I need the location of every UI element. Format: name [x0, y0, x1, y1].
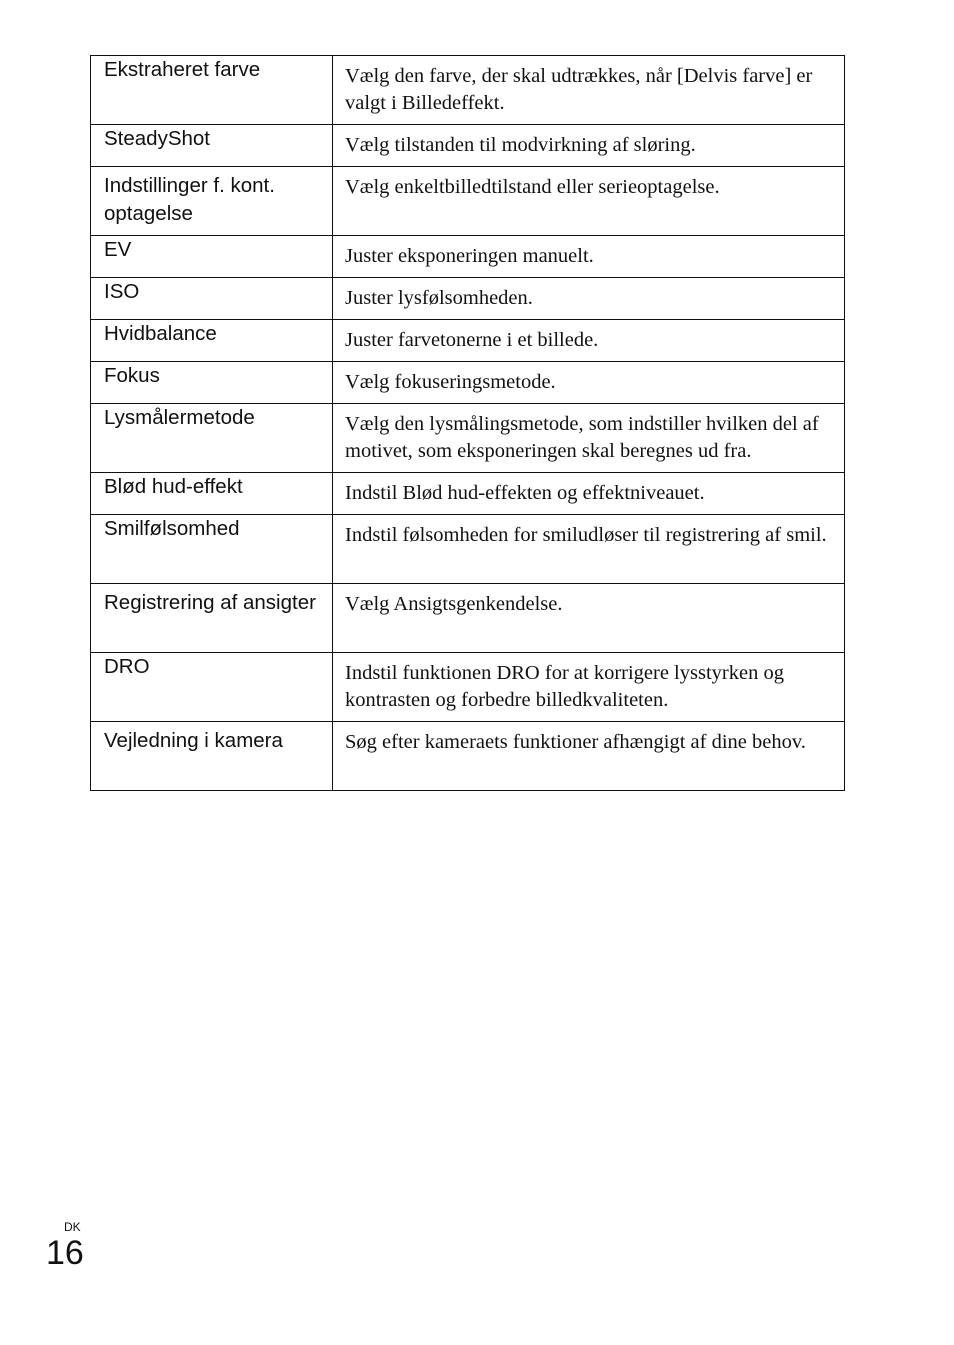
- setting-name: Blød hud-effekt: [91, 473, 333, 515]
- setting-name: DRO: [91, 653, 333, 722]
- setting-name: SteadyShot: [91, 125, 333, 167]
- table-row: [91, 278, 845, 320]
- setting-description: Vælg den farve, der skal udtrækkes, når [Delvis farve] er valgt i Billedeffekt.: [333, 56, 845, 125]
- table-row: [91, 584, 845, 653]
- table-row: [91, 362, 845, 404]
- setting-name: Indstillinger f. kont. optagelse: [91, 167, 333, 236]
- table-row: [91, 722, 845, 791]
- setting-name: Hvidbalance: [91, 320, 333, 362]
- table-row: [91, 167, 845, 236]
- table-row: [91, 515, 845, 584]
- setting-name: Registrering af ansigter: [91, 584, 333, 653]
- setting-name: Vejledning i kamera: [91, 722, 333, 791]
- setting-description: Indstil funktionen DRO for at korrigere lysstyrken og kontrasten og forbedre billedkvaliteten.: [333, 653, 845, 722]
- setting-description: Juster lysfølsomheden.: [333, 278, 845, 320]
- setting-description: Vælg den lysmålingsmetode, som indstiller hvilken del af motivet, som eksponeringen skal beregnes ud fra.: [333, 404, 845, 473]
- setting-description: Vælg tilstanden til modvirkning af sløring.: [333, 125, 845, 167]
- table-row: [91, 236, 845, 278]
- setting-description: Juster farvetonerne i et billede.: [333, 320, 845, 362]
- table-row: [91, 125, 845, 167]
- setting-name: Fokus: [91, 362, 333, 404]
- table-row: [91, 653, 845, 722]
- setting-name: Smilfølsomhed: [91, 515, 333, 584]
- setting-description: Vælg Ansigtsgenkendelse.: [333, 584, 845, 653]
- setting-description: Indstil Blød hud-effekten og effektniveauet.: [333, 473, 845, 515]
- table-row: [91, 56, 845, 125]
- setting-description: Indstil følsomheden for smiludløser til registrering af smil.: [333, 515, 845, 584]
- table-row: [91, 473, 845, 515]
- settings-table: [90, 55, 845, 791]
- setting-name: ISO: [91, 278, 333, 320]
- setting-name: Ekstraheret farve: [91, 56, 333, 125]
- setting-description: Vælg enkeltbilledtilstand eller serieoptagelse.: [333, 167, 845, 236]
- setting-name: EV: [91, 236, 333, 278]
- table-row: [91, 404, 845, 473]
- setting-description: Søg efter kameraets funktioner afhængigt af dine behov.: [333, 722, 845, 791]
- setting-name: Lysmålermetode: [91, 404, 333, 473]
- setting-description: Vælg fokuseringsmetode.: [333, 362, 845, 404]
- setting-description: Juster eksponeringen manuelt.: [333, 236, 845, 278]
- table-row: [91, 320, 845, 362]
- language-code: DK: [64, 1220, 81, 1234]
- page-number: 16: [46, 1234, 84, 1272]
